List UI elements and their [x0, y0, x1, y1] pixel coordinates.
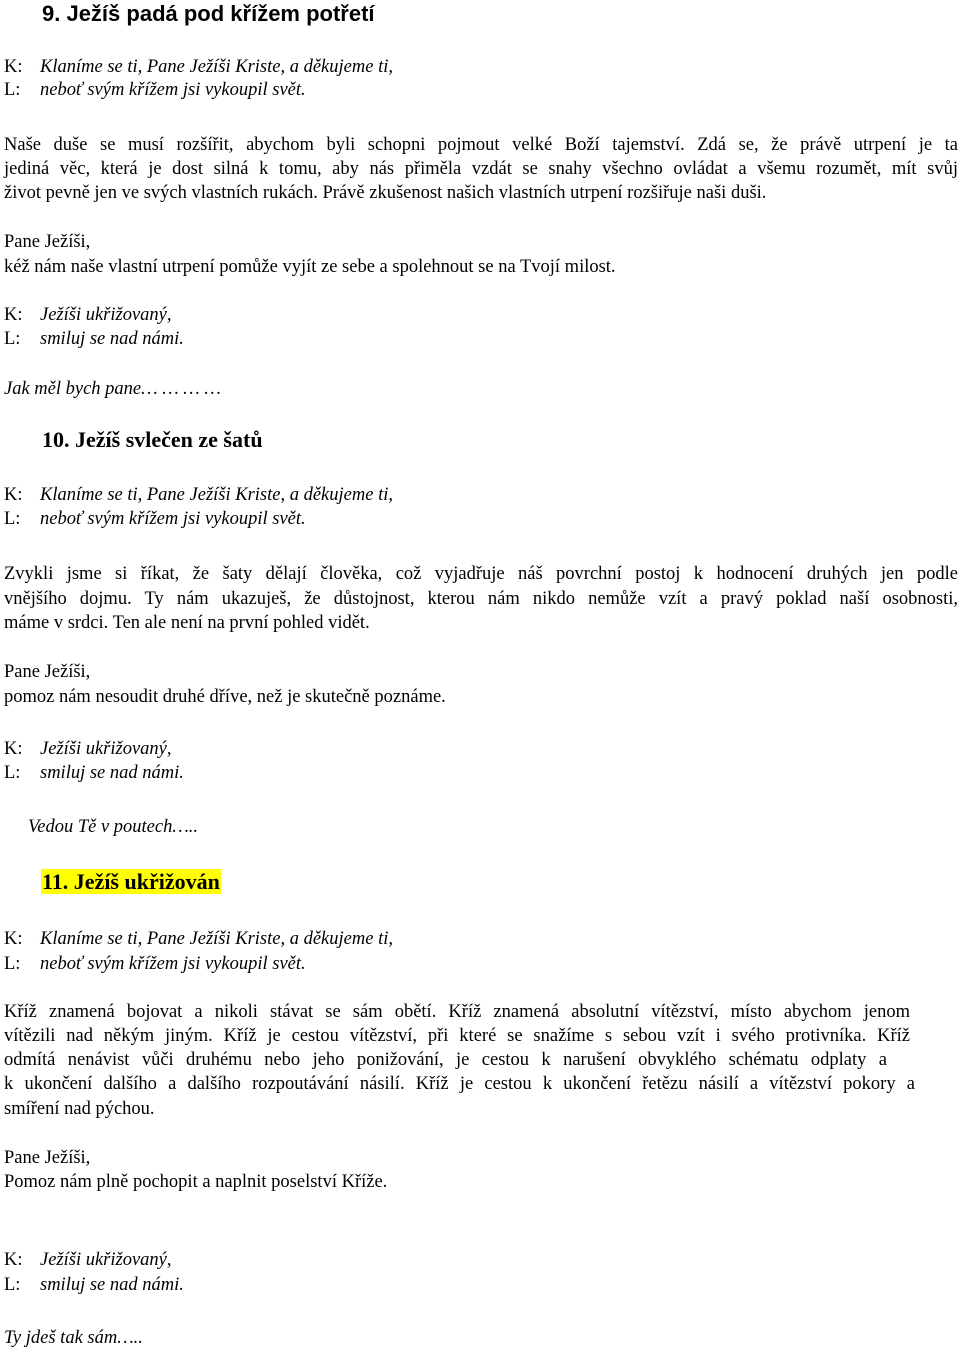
response-k: [4, 306, 172, 325]
response-text: smiluj se nad námi.: [40, 763, 184, 783]
meditation-line: máme v srdci. Ten ale není na první pohled vidět.: [4, 613, 370, 633]
response-l: [4, 81, 306, 100]
meditation-line: odmítá nenávist vůči druhému nebo jeho ponižování, je cestou k narušení obvyklého schématu odplaty a: [4, 1050, 887, 1070]
meditation-line: vítězili nad někým jiným. Kříž je cestou vítězství, při které se snažíme s sebou vzít i svého protivníka. Kříž: [4, 1026, 910, 1046]
response-k: [4, 486, 393, 505]
prayer-address: Pane Ježíši,: [4, 662, 91, 682]
section-10-heading: 10. Ježíš svlečen ze šatů: [42, 427, 263, 452]
response-label: L:: [4, 763, 21, 783]
response-label: K:: [4, 1250, 23, 1270]
response-text: Ježíši ukřižovaný,: [40, 305, 172, 325]
meditation-line: Naše duše se musí rozšířit, abychom byli schopni pojmout velké Boží tajemství. Zdá se, že právě utrpení je ta: [4, 135, 958, 155]
response-label: K:: [4, 929, 23, 949]
response-text: Ježíši ukřižovaný,: [40, 1250, 172, 1270]
response-label: L:: [4, 509, 21, 529]
song-title: Jak měl bych pane… … … …: [4, 379, 221, 399]
prayer-address: Pane Ježíši,: [4, 232, 91, 252]
response-text: Ježíši ukřižovaný,: [40, 739, 172, 759]
response-label: K:: [4, 57, 23, 77]
highlighted-heading-text: 11. Ježíš ukřižován: [42, 869, 220, 894]
song-title: Ty jdeš tak sám…..: [4, 1328, 143, 1348]
section-11-heading: [41, 871, 221, 893]
response-l: [4, 330, 184, 349]
section-9-heading: 9. Ježíš padá pod křížem potřetí: [42, 1, 375, 26]
response-label: K:: [4, 739, 23, 759]
prayer-text: pomoz nám nesoudit druhé dříve, než je skutečně poznáme.: [4, 687, 446, 707]
prayer-address: Pane Ježíši,: [4, 1148, 91, 1168]
response-k: [4, 930, 393, 949]
response-text: Klaníme se ti, Pane Ježíši Kriste, a děkujeme ti,: [40, 929, 393, 949]
response-label: K:: [4, 485, 23, 505]
response-k: [4, 740, 172, 759]
response-l: [4, 510, 306, 529]
meditation-line: Zvykli jsme si říkat, že šaty dělají člověka, což vyjadřuje náš povrchní postoj k hodnocení druhých jen podle: [4, 564, 958, 584]
response-text: Klaníme se ti, Pane Ježíši Kriste, a děkujeme ti,: [40, 57, 393, 77]
prayer-text: kéž nám naše vlastní utrpení pomůže vyjít ze sebe a spolehnout se na Tvojí milost.: [4, 257, 616, 277]
response-label: K:: [4, 305, 23, 325]
response-text: neboť svým křížem jsi vykoupil svět.: [40, 954, 306, 974]
meditation-line: vnějšího dojmu. Ty nám ukazuješ, že důstojnost, kterou nám nikdo nemůže vzít a pravý poklad naší osobnosti,: [4, 589, 958, 609]
response-l: [4, 764, 184, 783]
response-text: smiluj se nad námi.: [40, 1275, 184, 1295]
response-l: [4, 955, 306, 974]
response-k: [4, 58, 393, 77]
response-text: smiluj se nad námi.: [40, 329, 184, 349]
response-label: L:: [4, 80, 21, 100]
meditation-line: smíření nad pýchou.: [4, 1099, 155, 1119]
meditation-line: k ukončení dalšího a dalšího rozpoutávání násilí. Kříž je cestou k ukončení řetězu násilí a vítězství pokory a: [4, 1074, 915, 1094]
response-label: L:: [4, 1275, 21, 1295]
song-title: Vedou Tě v poutech…..: [28, 817, 199, 837]
meditation-line: život pevně jen ve svých vlastních rukách. Právě zkušenost našich vlastních utrpení rozšiřuje naši duši.: [4, 183, 767, 203]
response-text: neboť svým křížem jsi vykoupil svět.: [40, 509, 306, 529]
response-label: L:: [4, 954, 21, 974]
prayer-text: Pomoz nám plně pochopit a naplnit poselství Kříže.: [4, 1172, 388, 1192]
meditation-line: jediná věc, která je dost silná k tomu, aby nás přiměla vzdát se snahy všechno ovládat a všemu rozumět, mít svůj: [4, 159, 958, 179]
meditation-line: Kříž znamená bojovat a nikoli stávat se sám obětí. Kříž znamená absolutní vítězství, místo abychom jenom: [4, 1002, 910, 1022]
response-l: [4, 1276, 184, 1295]
response-label: L:: [4, 329, 21, 349]
response-text: neboť svým křížem jsi vykoupil svět.: [40, 80, 306, 100]
response-text: Klaníme se ti, Pane Ježíši Kriste, a děkujeme ti,: [40, 485, 393, 505]
response-k: [4, 1251, 172, 1270]
